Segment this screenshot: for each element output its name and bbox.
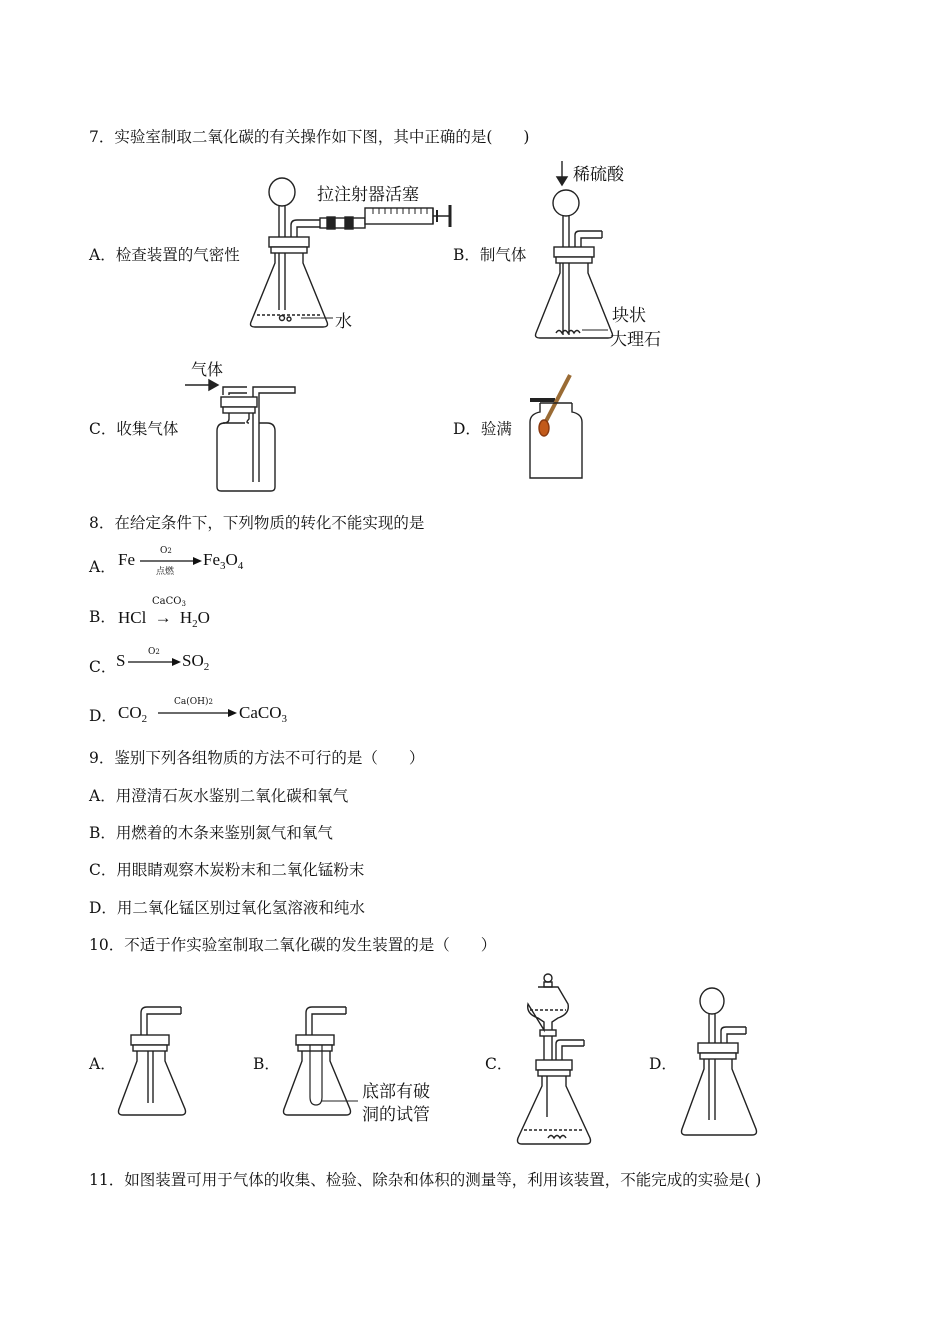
q8-c-cond-sub: 2	[155, 648, 160, 656]
q8-d-reactant	[118, 703, 147, 725]
q7-option-b-label: B．制气体	[453, 246, 527, 264]
q7-figure-c-gas-collection	[185, 357, 305, 495]
q8-d-reactant-co: CO	[118, 703, 142, 722]
q8-b-product-sub: 2	[192, 618, 198, 630]
q8-option-a-equation	[118, 550, 135, 570]
q9-option-a: A．用澄清石灰水鉴别二氧化碳和氧气	[89, 787, 349, 805]
q7-c-gas-label: 气体	[191, 360, 224, 379]
q10-option-a-letter: A．	[89, 1055, 116, 1073]
q10-figure-b	[280, 1005, 460, 1125]
q8-a-arrow	[140, 546, 200, 576]
q10-b-note-line-2: 洞的试管	[362, 1105, 430, 1125]
q8-d-cond-top: Ca(OH)	[174, 697, 209, 707]
q8-b-reactant: HCl	[118, 608, 147, 627]
q8-option-d-letter: D．	[89, 707, 117, 725]
q8-d-product-caco: CaCO	[239, 703, 282, 722]
q7-b-solid-label-1: 块状	[612, 306, 646, 326]
q8-option-b-letter: B．	[89, 608, 116, 626]
q8-b-cond-caco: CaCO	[152, 596, 182, 607]
q8-b-cond-top	[152, 596, 186, 608]
q10-option-c-letter: C．	[485, 1055, 513, 1073]
q7-a-syringe-label: 拉注射器活塞	[317, 185, 419, 205]
question-11-stem: 11．如图装置可用于气体的收集、检验、除杂和体积的测量等，利用该装置，不能完成的实验是( )	[89, 1171, 762, 1189]
q8-a-reactant: Fe	[118, 550, 135, 569]
q8-c-reactant: S	[116, 651, 126, 670]
q8-c-product-sub: 2	[203, 661, 210, 673]
q8-option-a-letter: A．	[89, 558, 116, 576]
q8-a-product-o: O	[225, 550, 238, 569]
q8-c-product	[182, 651, 209, 673]
q8-b-cond-sub: 3	[181, 600, 186, 608]
q10-figure-a	[115, 1005, 195, 1120]
q7-figure-b-gas-generation	[530, 155, 680, 350]
q8-option-b-equation	[118, 608, 210, 630]
q7-b-solid-label-2: 大理石	[610, 330, 661, 350]
q7-option-c-label: C．收集气体	[89, 420, 179, 438]
q8-b-arrow: →	[154, 608, 172, 627]
q8-d-product	[239, 703, 287, 725]
q10-figure-d	[676, 985, 766, 1143]
q8-a-cond-bottom: 点燃	[156, 567, 175, 577]
q8-a-cond-top: O	[160, 546, 168, 556]
q10-figure-c	[512, 972, 602, 1152]
question-7-stem: 7．实验室制取二氧化碳的有关操作如下图，其中正确的是( )	[89, 128, 530, 146]
question-10-stem: 10．不适于作实验室制取二氧化碳的发生装置的是（ ）	[89, 936, 497, 954]
q8-a-product	[203, 550, 243, 572]
q9-option-d: D．用二氧化锰区别过氧化氢溶液和纯水	[89, 899, 365, 917]
q8-c-arrow	[128, 647, 184, 673]
q7-option-a-label: A．检查装置的气密性	[89, 246, 240, 264]
q10-option-b-letter: B．	[253, 1055, 280, 1073]
q8-d-product-sub: 3	[281, 713, 287, 725]
q9-option-b: B．用燃着的木条来鉴别氮气和氧气	[89, 824, 333, 842]
question-8-stem: 8．在给定条件下，下列物质的转化不能实现的是	[89, 514, 425, 532]
q8-d-reactant-sub: 2	[141, 713, 148, 725]
q8-a-product-sub1: 3	[220, 560, 226, 572]
q8-c-cond-top: O	[148, 647, 156, 657]
q7-b-acid-label: 稀硫酸	[573, 165, 624, 185]
q8-option-c-letter: C．	[89, 658, 117, 676]
q8-c-product-so: SO	[182, 651, 204, 670]
q7-option-d-label: D．验满	[453, 420, 512, 438]
q7-figure-a-airtightness-check	[245, 175, 465, 335]
q8-a-product-fe: Fe	[203, 550, 220, 569]
q8-b-product-h: H	[179, 608, 193, 627]
q10-b-note-line-1: 底部有破	[362, 1082, 430, 1102]
q9-option-c: C．用眼睛观察木炭粉末和二氧化锰粉末	[89, 861, 365, 879]
q8-d-arrow	[158, 697, 242, 725]
q7-a-water-label: 水	[335, 312, 352, 332]
q8-d-cond-sub: 2	[208, 698, 213, 706]
q8-a-product-sub2: 4	[237, 560, 244, 572]
q8-a-cond-top-sub: 2	[167, 547, 172, 555]
q8-b-product-o: O	[197, 608, 210, 627]
q10-option-d-letter: D．	[649, 1055, 677, 1073]
q7-figure-d-full-check	[520, 370, 600, 485]
question-9-stem: 9．鉴别下列各组物质的方法不可行的是（ ）	[89, 749, 425, 767]
